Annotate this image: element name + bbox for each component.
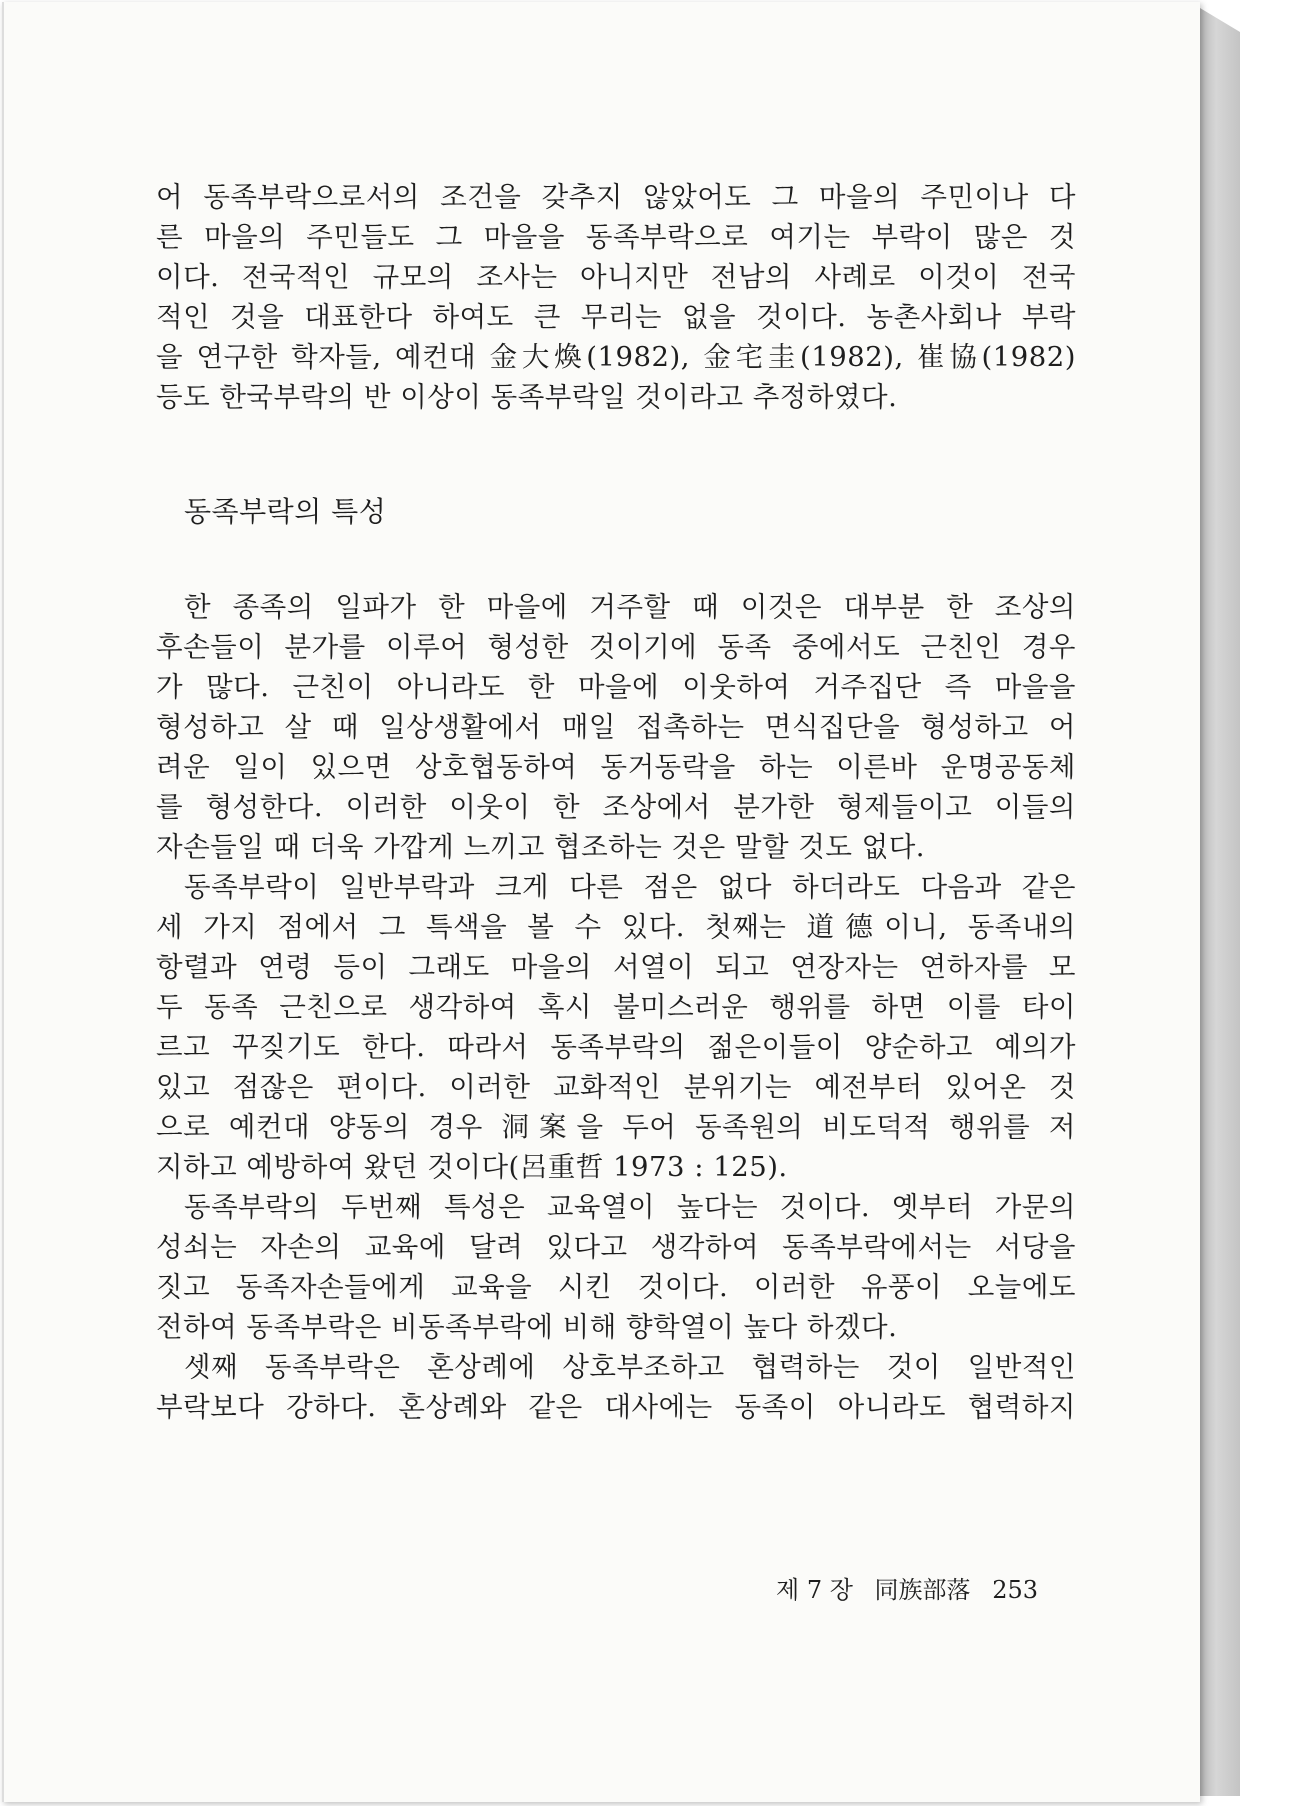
chapter-label: 제 7 장 [776,1576,853,1604]
paragraph-2 [156,587,1076,1427]
text-line: 후손들이 분가를 이루어 형성한 것이기에 동족 중에서도 근친인 경우 [156,631,1076,663]
paragraph-1 [156,177,1076,417]
text-line: 이다. 전국적인 규모의 조사는 아니지만 전남의 사례로 이것이 전국 [156,261,1076,293]
text-line: 적인 것을 대표한다 하여도 큰 무리는 없을 것이다. 농촌사회나 부락 [156,301,1076,333]
text-line: 두 동족 근친으로 생각하여 혹시 불미스러운 행위를 하면 이를 타이 [156,991,1076,1023]
book-page [2,2,1200,1802]
text-line: 른 마을의 주민들도 그 마을을 동족부락으로 여기는 부락이 많은 것 [156,221,1076,253]
text-line: 르고 꾸짖기도 한다. 따라서 동족부락의 젊은이들이 양순하고 예의가 [156,1031,1076,1063]
text-line: 부락보다 강하다. 혼상례와 같은 대사에는 동족이 아니라도 협력하지 [156,1391,1076,1423]
page-footer [776,1570,1052,1605]
section-heading: 동족부락의 특성 [184,495,387,528]
text-line: 형성하고 살 때 일상생활에서 매일 접촉하는 면식집단을 형성하고 어 [156,711,1076,743]
text-line: 있고 점잖은 편이다. 이러한 교화적인 분위기는 예전부터 있어온 것 [156,1071,1076,1103]
text-line: 세 가지 점에서 그 특색을 볼 수 있다. 첫째는 道德이니, 동족내의 [156,911,1076,943]
text-line: 항렬과 연령 등이 그래도 마을의 서열이 되고 연장자는 연하자를 모 [156,951,1076,983]
text-line: 전하여 동족부락은 비동족부락에 비해 향학열이 높다 하겠다. [156,1311,898,1343]
text-line: 가 많다. 근친이 아니라도 한 마을에 이웃하여 거주집단 즉 마을을 [156,671,1076,703]
text-line: 려운 일이 있으면 상호협동하여 동거동락을 하는 이른바 운명공동체 [156,751,1076,783]
text-line: 으로 예컨대 양동의 경우 洞案을 두어 동족원의 비도덕적 행위를 저 [156,1111,1076,1143]
text-line: 짓고 동족자손들에게 교육을 시킨 것이다. 이러한 유풍이 오늘에도 [156,1271,1076,1303]
text-line: 동족부락이 일반부락과 크게 다른 점은 없다 하더라도 다음과 같은 [184,871,1076,903]
text-line: 자손들일 때 더욱 가깝게 느끼고 협조하는 것은 말할 것도 없다. [156,831,926,863]
text-line: 셋째 동족부락은 혼상례에 상호부조하고 협력하는 것이 일반적인 [184,1351,1076,1383]
text-line: 동족부락의 두번째 특성은 교육열이 높다는 것이다. 옛부터 가문의 [184,1191,1076,1223]
text-line: 한 종족의 일파가 한 마을에 거주할 때 이것은 대부분 한 조상의 [184,591,1076,623]
text-line: 성쇠는 자손의 교육에 달려 있다고 생각하여 동족부락에서는 서당을 [156,1231,1076,1263]
book-edge [1200,8,1240,1796]
page-number: 253 [992,1576,1038,1604]
chapter-title: 同族部落 [874,1576,971,1604]
text-line: 지하고 예방하여 왔던 것이다(呂重哲 1973 : 125). [156,1151,788,1183]
text-line: 어 동족부락으로서의 조건을 갖추지 않았어도 그 마을의 주민이나 다 [156,181,1076,213]
text-line: 을 연구한 학자들, 예컨대 金大煥(1982), 金宅圭(1982), 崔協(1982) [156,341,1076,373]
text-line: 를 형성한다. 이러한 이웃이 한 조상에서 분가한 형제들이고 이들의 [156,791,1076,823]
text-line: 등도 한국부락의 반 이상이 동족부락일 것이라고 추정하였다. [156,381,898,413]
